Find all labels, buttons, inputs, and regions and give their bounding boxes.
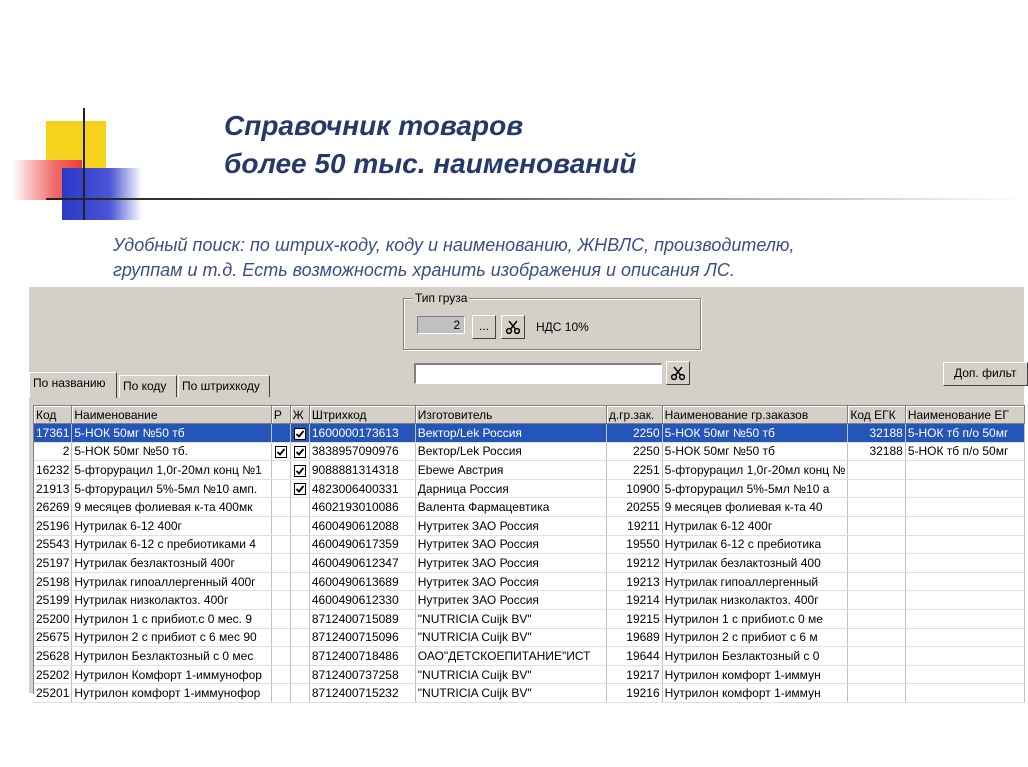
cell-egk-name [905,572,1024,591]
cell-barcode: 4600490612088 [309,516,415,535]
table-row[interactable] [34,684,1025,703]
cell-egk [848,609,905,628]
cell-group-code: 19550 [606,535,662,554]
tab-by-barcode[interactable]: По штрихкоду [178,375,270,397]
cell-barcode: 3838957090976 [309,442,415,461]
column-header[interactable]: Код ЕГК [848,406,905,424]
cell-code: 25202 [34,665,72,684]
cell-zhnvls-flag [290,647,309,666]
cell-code: 25199 [34,591,72,610]
deco-vertical-line [83,108,85,220]
cell-egk-name [905,461,1024,480]
cell-name: Нутрилак 6-12 400г [72,516,271,535]
cell-maker: Вектор/Lek Россия [415,424,606,443]
cell-egk [848,647,905,666]
cell-egk-name [905,684,1024,703]
cell-name: Нутрилон Безлактозный с 0 мес [72,647,271,666]
cell-zhnvls-flag [290,665,309,684]
table-row[interactable] [34,498,1025,517]
cell-r-flag [271,461,290,480]
column-header[interactable]: Наименование ЕГ [905,406,1024,424]
cell-barcode: 8712400715096 [309,628,415,647]
products-table [34,406,1025,703]
cell-barcode: 8712400718486 [309,647,415,666]
cell-code: 25201 [34,684,72,703]
cell-zhnvls-flag [290,591,309,610]
cell-barcode: 4600490613689 [309,572,415,591]
checked-checkbox[interactable] [294,483,306,495]
cell-zhnvls-flag [290,554,309,573]
cell-maker: Нутритек ЗАО Россия [415,535,606,554]
checked-checkbox[interactable] [294,465,306,477]
cell-group-code: 19215 [606,609,662,628]
cell-zhnvls-flag [290,572,309,591]
cell-maker: "NUTRICIA Cuijk BV" [415,684,606,703]
cell-name: Нутрилон 1 с прибиот.с 0 мес. 9 [72,609,271,628]
table-row[interactable] [34,609,1025,628]
cell-code: 26269 [34,498,72,517]
search-input[interactable] [414,363,662,384]
cell-egk [848,572,905,591]
cell-maker: "NUTRICIA Cuijk BV" [415,665,606,684]
cell-egk [848,498,905,517]
cell-group-code: 19217 [606,665,662,684]
cell-maker: Нутритек ЗАО Россия [415,572,606,591]
cell-zhnvls-flag [290,461,309,480]
cell-code: 25543 [34,535,72,554]
deco-horizontal-line [46,198,1024,200]
vat-label: НДС 10% [536,320,589,334]
tab-by-code[interactable]: По коду [119,375,177,397]
cell-group-name: 5-НОК 50мг №50 тб [662,442,848,461]
column-header[interactable]: Код [34,406,72,424]
cell-barcode: 8712400737258 [309,665,415,684]
cell-maker: Дарница Россия [415,479,606,498]
browse-button[interactable]: ... [472,315,496,339]
cell-group-code: 19213 [606,572,662,591]
cell-group-code: 2250 [606,442,662,461]
cell-code: 25197 [34,554,72,573]
cell-name: 9 месяцев фолиевая к-та 400мк [72,498,271,517]
cell-maker: Нутритек ЗАО Россия [415,591,606,610]
table-row[interactable] [34,628,1025,647]
cell-maker: "NUTRICIA Cuijk BV" [415,628,606,647]
cargo-type-field[interactable]: 2 [417,316,465,334]
cell-maker: Ebewe Австрия [415,461,606,480]
cell-name: Нутрилон 2 с прибиот с 6 мес 90 [72,628,271,647]
column-header[interactable]: Ж [290,406,309,424]
cell-name: Нутрилон комфорт 1-иммунофор [72,684,271,703]
table-row[interactable] [34,665,1025,684]
cell-egk-name [905,479,1024,498]
slide-title-line2: более 50 тыс. наименований [224,148,637,179]
slide-title-line1: Справочник товаров [224,110,524,141]
cell-group-name: Нутрилон комфорт 1-иммун [662,665,848,684]
cell-egk-name [905,609,1024,628]
cell-egk [848,479,905,498]
cell-egk-name [905,665,1024,684]
cell-zhnvls-flag [290,424,309,443]
cell-r-flag [271,535,290,554]
cell-group-name: 5-НОК 50мг №50 тб [662,424,848,443]
cell-code: 25196 [34,516,72,535]
cell-r-flag [271,479,290,498]
cell-group-code: 19216 [606,684,662,703]
tab-by-name[interactable]: По названию [29,372,117,398]
slide-subtitle-line2: группам и т.д. Есть возможность хранить изображения и описания ЛС. [113,260,735,280]
cell-group-code: 2251 [606,461,662,480]
cell-group-name: Нутрилон комфорт 1-иммун [662,684,848,703]
cell-name: Нутрилак гипоаллергенный 400г [72,572,271,591]
cell-barcode: 1600000173613 [309,424,415,443]
cell-zhnvls-flag [290,442,309,461]
checked-checkbox[interactable] [294,446,306,458]
column-header[interactable]: Штрихкод [309,406,415,424]
cell-barcode: 4602193010086 [309,498,415,517]
cell-name: Нутрилак 6-12 с пребиотиками 4 [72,535,271,554]
cell-code: 25198 [34,572,72,591]
products-grid [33,405,1025,701]
cell-r-flag [271,498,290,517]
cell-group-name: Нутрилон 2 с прибиот с 6 м [662,628,848,647]
cell-egk: 32188 [848,424,905,443]
cell-group-code: 19212 [606,554,662,573]
cell-egk: 32188 [848,442,905,461]
cell-r-flag [271,609,290,628]
cell-r-flag [271,628,290,647]
cell-barcode: 4600490617359 [309,535,415,554]
cell-group-name: 9 месяцев фолиевая к-та 40 [662,498,848,517]
grid-header [34,406,1025,424]
cell-zhnvls-flag [290,609,309,628]
clear-cargo-button[interactable] [501,315,525,339]
cell-egk-name [905,516,1024,535]
cell-egk [848,665,905,684]
cell-code: 25628 [34,647,72,666]
table-row[interactable] [34,516,1025,535]
cell-name: Нутрилон Комфорт 1-иммунофор [72,665,271,684]
cell-egk-name [905,628,1024,647]
cell-code: 17361 [34,424,72,443]
cell-r-flag [271,516,290,535]
cell-barcode: 4823006400331 [309,479,415,498]
cell-barcode: 4600490612330 [309,591,415,610]
cell-egk [848,684,905,703]
cell-r-flag [271,647,290,666]
cell-code: 25675 [34,628,72,647]
cell-egk-name [905,498,1024,517]
cell-barcode: 8712400715232 [309,684,415,703]
cell-code: 16232 [34,461,72,480]
cell-group-code: 19689 [606,628,662,647]
cell-barcode: 4600490612347 [309,554,415,573]
cell-zhnvls-flag [290,479,309,498]
cell-group-name: Нутрилон 1 с прибиот.с 0 ме [662,609,848,628]
table-row[interactable] [34,591,1025,610]
cell-code: 2 [34,442,72,461]
cargo-type-label: Тип груза [415,291,468,305]
cell-egk-name [905,554,1024,573]
cell-group-code: 19211 [606,516,662,535]
cell-maker: Нутритек ЗАО Россия [415,554,606,573]
checked-checkbox[interactable] [275,446,287,458]
cell-barcode: 8712400715089 [309,609,415,628]
cell-group-name: Нутрилон Безлактозный с 0 [662,647,848,666]
cell-zhnvls-flag [290,516,309,535]
cell-zhnvls-flag [290,498,309,517]
cell-group-name: Нутрилак гипоаллергенный [662,572,848,591]
cell-group-name: 5-фторурацил 5%-5мл №10 а [662,479,848,498]
product-catalog-window [29,287,1024,701]
cell-group-name: Нутрилак безлактозный 400 [662,554,848,573]
column-header[interactable]: Наименование гр.заказов [662,406,848,424]
cell-r-flag [271,424,290,443]
column-header[interactable]: д.гр.зак. [606,406,662,424]
column-header[interactable]: Р [271,406,290,424]
cell-egk-name: 5-НОК тб п/о 50мг [905,442,1024,461]
cell-group-code: 2250 [606,424,662,443]
table-row[interactable] [34,479,1025,498]
cell-egk-name [905,591,1024,610]
cell-name: 5-фторурацил 1,0г-20мл конц №1 [72,461,271,480]
cell-group-code: 19214 [606,591,662,610]
table-row[interactable] [34,461,1025,480]
cell-group-code: 19644 [606,647,662,666]
cell-maker: Валента Фармацевтика [415,498,606,517]
checked-checkbox[interactable] [294,428,306,440]
cell-egk [848,535,905,554]
column-header[interactable]: Наименование [72,406,271,424]
cell-egk [848,554,905,573]
cell-name: 5-НОК 50мг №50 тб. [72,442,271,461]
cell-maker: "NUTRICIA Cuijk BV" [415,609,606,628]
table-row[interactable] [34,572,1025,591]
table-row[interactable] [34,442,1025,461]
column-header[interactable]: Изготовитель [415,406,606,424]
extra-filter-button[interactable]: Доп. фильт [943,362,1028,386]
cell-group-name: Нутрилак низколактоз. 400г [662,591,848,610]
cell-group-name: Нутрилак 6-12 400г [662,516,848,535]
cell-r-flag [271,572,290,591]
cell-barcode: 9088881314318 [309,461,415,480]
cell-name: 5-НОК 50мг №50 тб [72,424,271,443]
cell-maker: Нутритек ЗАО Россия [415,516,606,535]
cell-group-code: 20255 [606,498,662,517]
cell-r-flag [271,684,290,703]
cell-r-flag [271,665,290,684]
table-row[interactable] [34,424,1025,443]
cell-r-flag [271,442,290,461]
clear-search-button[interactable] [666,361,690,385]
cell-egk-name [905,647,1024,666]
cell-maker: Вектор/Lek Россия [415,442,606,461]
cell-group-name: 5-фторурацил 1,0г-20мл конц № [662,461,848,480]
cell-zhnvls-flag [290,535,309,554]
slide-subtitle-line1: Удобный поиск: по штрих-коду, коду и наименованию, ЖНВЛС, производителю, [113,235,795,255]
cell-egk [848,591,905,610]
cell-egk [848,628,905,647]
cell-code: 25200 [34,609,72,628]
cell-r-flag [271,591,290,610]
cell-name: Нутрилак низколактоз. 400г [72,591,271,610]
cell-egk-name [905,535,1024,554]
table-row[interactable] [34,535,1025,554]
table-row[interactable] [34,554,1025,573]
cell-zhnvls-flag [290,684,309,703]
cell-zhnvls-flag [290,628,309,647]
cell-egk [848,516,905,535]
cell-egk [848,461,905,480]
table-row[interactable] [34,647,1025,666]
cell-group-code: 10900 [606,479,662,498]
cell-maker: ОАО"ДЕТСКОЕПИТАНИЕ"ИСТ [415,647,606,666]
cell-group-name: Нутрилак 6-12 с пребиотика [662,535,848,554]
cell-egk-name: 5-НОК тб п/о 50мг [905,424,1024,443]
cell-code: 21913 [34,479,72,498]
cell-name: Нутрилак безлактозный 400г [72,554,271,573]
scissors-icon [670,370,686,384]
cell-name: 5-фторурацил 5%-5мл №10 амп. [72,479,271,498]
cell-r-flag [271,554,290,573]
scissors-icon [505,324,521,338]
deco-blue-square [62,168,142,220]
